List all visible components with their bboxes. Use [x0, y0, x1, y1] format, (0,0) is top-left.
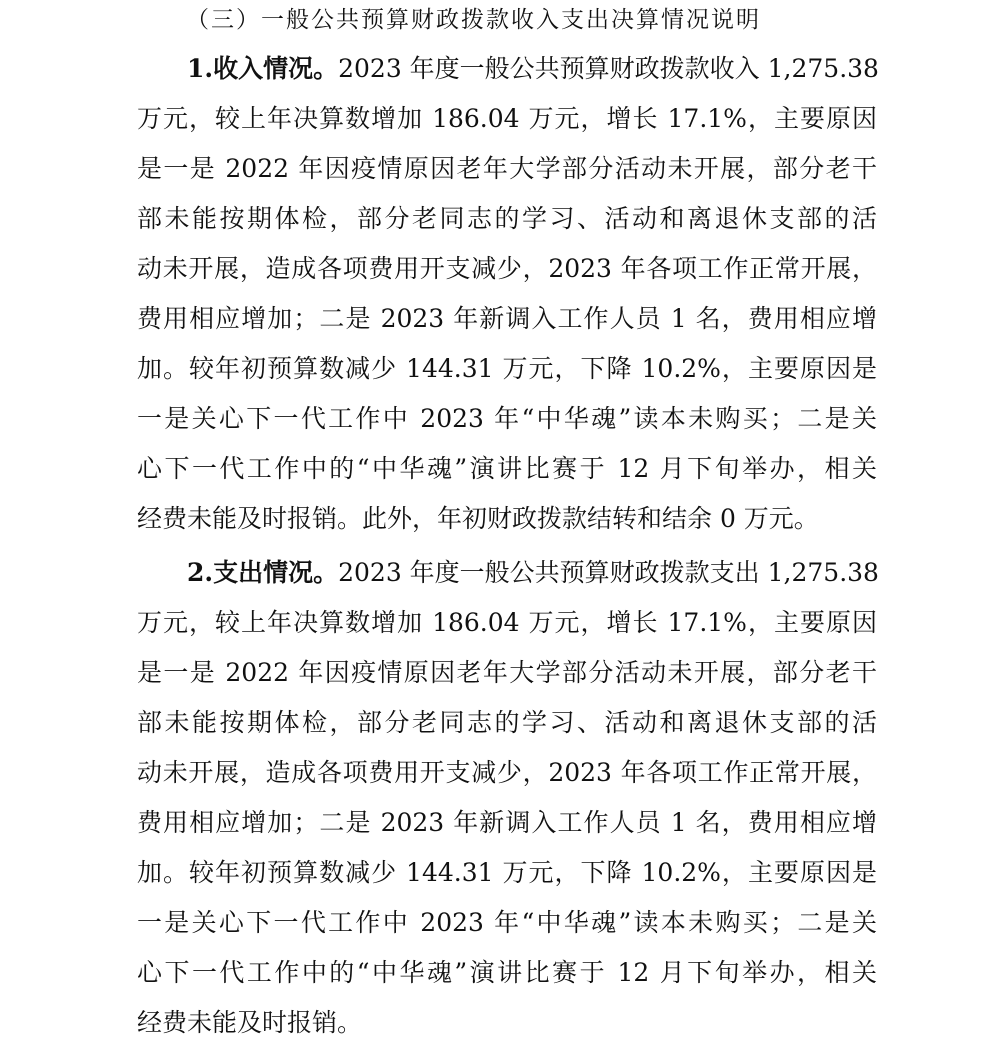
expense-line-8: 一是关心下一代工作中 2023 年“中华魂”读本未购买；二是关: [137, 908, 877, 937]
section-heading: （三）一般公共预算财政拨款收入支出决算情况说明: [186, 7, 761, 33]
expense-line-1: 2.支出情况。2023 年度一般公共预算财政拨款支出 1,275.38: [187, 558, 879, 587]
income-line-2: 万元，较上年决算数增加 186.04 万元，增长 17.1%，主要原因: [137, 104, 877, 133]
expense-line-3: 是一是 2022 年因疫情原因老年大学部分活动未开展，部分老干: [137, 658, 877, 687]
income-line-5: 动未开展，造成各项费用开支减少，2023 年各项工作正常开展，: [137, 254, 877, 283]
expense-line-2: 万元，较上年决算数增加 186.04 万元，增长 17.1%，主要原因: [137, 608, 877, 637]
expense-line-10: 经费未能及时报销。: [137, 1008, 363, 1037]
income-line-8: 一是关心下一代工作中 2023 年“中华魂”读本未购买；二是关: [137, 404, 877, 433]
expense-line-5: 动未开展，造成各项费用开支减少，2023 年各项工作正常开展，: [137, 758, 877, 787]
expense-line-4: 部未能按期体检，部分老同志的学习、活动和离退休支部的活: [137, 708, 877, 737]
income-line-9: 心下一代工作中的“中华魂”演讲比赛于 12 月下旬举办，相关: [137, 454, 877, 483]
expense-line-6: 费用相应增加；二是 2023 年新调入工作人员 1 名，费用相应增: [137, 808, 877, 837]
income-line-6: 费用相应增加；二是 2023 年新调入工作人员 1 名，费用相应增: [137, 304, 877, 333]
income-line-7: 加。较年初预算数减少 144.31 万元，下降 10.2%，主要原因是: [137, 354, 877, 383]
expense-line-7: 加。较年初预算数减少 144.31 万元，下降 10.2%，主要原因是: [137, 858, 877, 887]
expense-line-9: 心下一代工作中的“中华魂”演讲比赛于 12 月下旬举办，相关: [137, 958, 877, 987]
income-lead: 1.收入情况。: [187, 54, 339, 83]
income-line-4: 部未能按期体检，部分老同志的学习、活动和离退休支部的活: [137, 204, 877, 233]
income-line-3: 是一是 2022 年因疫情原因老年大学部分活动未开展，部分老干: [137, 154, 877, 183]
income-line-1: 1.收入情况。2023 年度一般公共预算财政拨款收入 1,275.38: [187, 54, 879, 83]
income-line-10: 经费未能及时报销。此外，年初财政拨款结转和结余 0 万元。: [137, 504, 819, 533]
expense-lead: 2.支出情况。: [187, 558, 339, 587]
